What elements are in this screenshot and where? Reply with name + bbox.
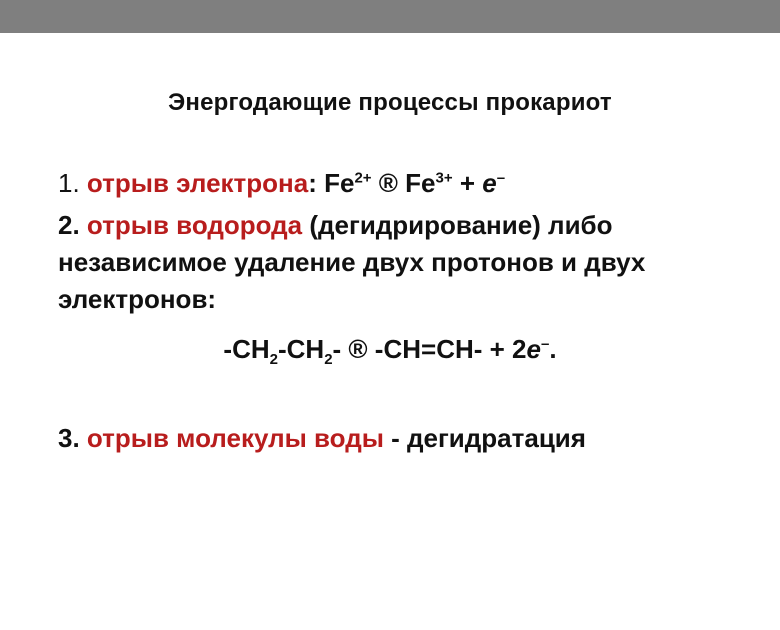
formula-part-2: -CH — [277, 334, 325, 364]
item-1 — [58, 165, 738, 201]
item-3-term: отрыв молекулы воды — [86, 423, 384, 453]
item-2-line-3: электронов: — [58, 284, 217, 314]
formula-sub-2: 2 — [324, 351, 333, 369]
item-1-charge-2: 3+ — [435, 169, 453, 187]
item-2-rest: (дегидрирование) либо — [302, 210, 613, 240]
item-2-line-1 — [58, 207, 738, 243]
formula-sup: – — [540, 335, 550, 353]
formula-sub-1: 2 — [269, 351, 278, 369]
item-1-fe: Fe — [324, 168, 355, 198]
slide-title: Энергодающие процессы прокариот — [168, 89, 612, 116]
formula-part-3: - ® -CH=CH- + 2 — [332, 334, 527, 364]
item-3-rest: - дегидратация — [383, 423, 586, 453]
formula-part-1: -CH — [223, 334, 270, 364]
item-1-charge-1: 2+ — [354, 169, 372, 187]
item-1-electron: e — [482, 168, 497, 198]
formula — [0, 331, 780, 367]
item-1-term: отрыв электрона — [86, 168, 309, 198]
item-1-minus: – — [496, 169, 506, 187]
item-3 — [58, 420, 738, 456]
item-2-term: отрыв водорода — [86, 210, 303, 240]
item-2-line-2: независимое удаление двух протонов и двух — [58, 247, 646, 277]
slide — [0, 33, 780, 630]
item-2-number: 2. — [58, 210, 87, 240]
item-1-colon: : — [308, 168, 325, 198]
item-3-number: 3. — [58, 423, 87, 453]
item-1-plus: + — [452, 168, 483, 198]
item-1-number: 1. — [58, 168, 87, 198]
formula-end: . — [549, 334, 557, 364]
item-1-fe-2: Fe — [405, 168, 436, 198]
top-bar — [0, 0, 780, 33]
formula-electron: e — [526, 334, 541, 364]
item-1-arrow: ® — [371, 168, 406, 198]
